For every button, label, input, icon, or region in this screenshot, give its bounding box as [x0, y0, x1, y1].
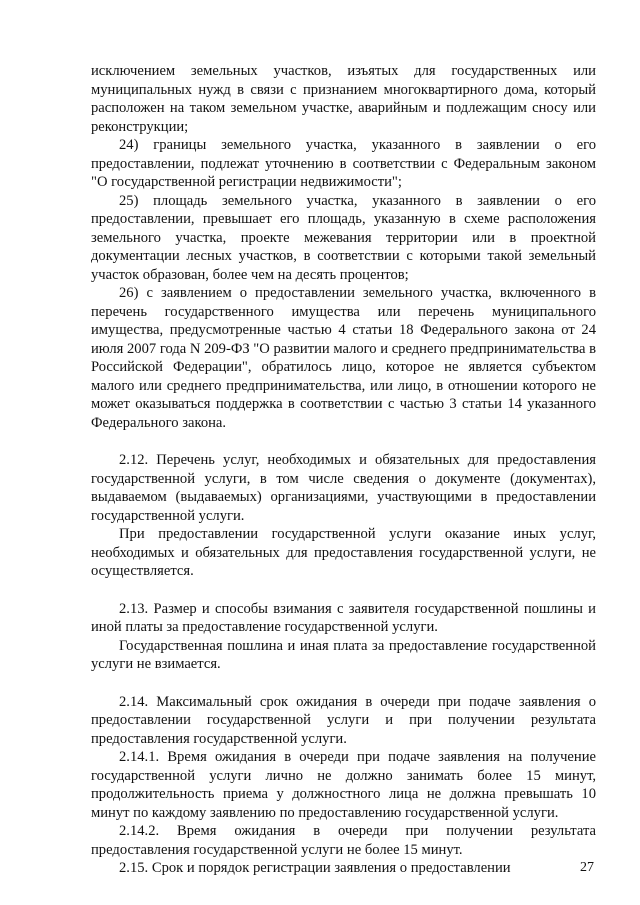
section-heading: 2.14. Максимальный срок ожидания в очереди при подаче заявления о предоставлении государственной услуги и при получении результата предоставления государственной услуги.	[91, 693, 596, 747]
document-page	[91, 62, 596, 878]
paragraph: 2.14.1. Время ожидания в очереди при подаче заявления на получение государственной услуги лично не должно занимать более 15 минут, продолжительность приема у должностного лица не должна превышать 10 минут по каждому заявлению по предоставлению государственной услуги.	[91, 749, 596, 821]
paragraph: 26) с заявлением о предоставлении земельного участка, включенного в перечень государственного имущества или перечень муниципального имущества, предусмотренные частью 4 статьи 18 Федерального закона от 24 июля 2007 года N 209-ФЗ "О развитии малого и среднего предпринимательства в Российской Федерации", обратилось лицо, которое не является субъектом малого или среднего предпринимательства, или лицо, в отношении которого не может оказываться поддержка в соответствии с частью 3 статьи 14 указанного Федерального закона.	[91, 285, 596, 431]
paragraph-gap	[91, 674, 596, 693]
paragraph: При предоставлении государственной услуги оказание иных услуг, необходимых и обязательных для предоставления государственной услуги, не осуществляется.	[91, 526, 596, 579]
paragraph-gap	[91, 432, 596, 451]
paragraph: 25) площадь земельного участка, указанного в заявлении о его предоставлении, превышает его площадь, указанную в схеме расположения земельного участка, проекте межевания территории или в проектной документации лесных участков, в соответствии с которыми такой земельный участок образован, более чем на десять процентов;	[91, 192, 596, 283]
paragraph-gap	[91, 581, 596, 600]
section-heading: 2.13. Размер и способы взимания с заявителя государственной пошлины и иной платы за предоставление государственной услуги.	[91, 600, 596, 635]
paragraph: исключением земельных участков, изъятых для государственных или муниципальных нужд в связи с признанием многоквартирного дома, который расположен на таком земельном участке, аварийным и подлежащим сносу или реконструкции;	[91, 63, 596, 135]
paragraph: 24) границы земельного участка, указанного в заявлении о его предоставлении, подлежат уточнению в соответствии с Федеральным законом "О государственной регистрации недвижимости";	[91, 137, 596, 190]
section-heading: 2.15. Срок и порядок регистрации заявления о предоставлении	[119, 860, 511, 876]
page-number: 27	[580, 860, 594, 875]
paragraph: Государственная пошлина и иная плата за предоставление государственной услуги не взимается.	[91, 637, 596, 672]
section-heading: 2.12. Перечень услуг, необходимых и обязательных для предоставления государственной услуги, в том числе сведения о документе (документах), выдаваемом (выдаваемых) организациями, участвующими в предоставлении государственной услуги.	[91, 452, 596, 524]
paragraph: 2.14.2. Время ожидания в очереди при получении результата предоставления государственной услуги не более 15 минут.	[91, 823, 596, 858]
